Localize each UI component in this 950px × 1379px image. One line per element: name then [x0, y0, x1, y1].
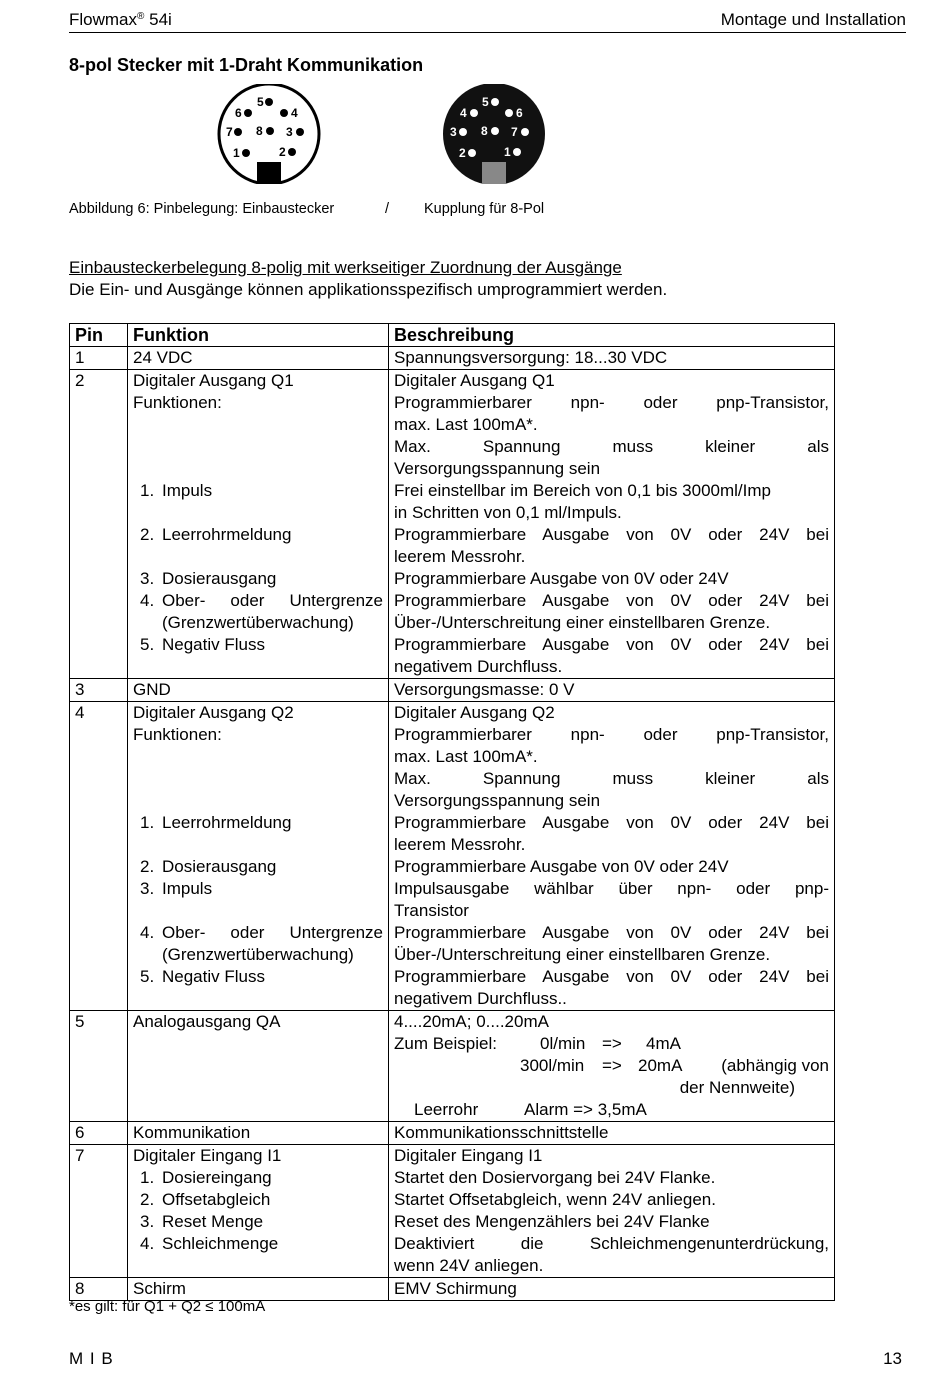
table-row: 8 Schirm EMV Schirmung [70, 1278, 835, 1301]
pin-label-b4: 3 [450, 125, 457, 139]
pin-label-b5: 8 [481, 124, 488, 138]
header-product: Flowmax® 54i [69, 10, 172, 29]
pin-label-b6: 7 [511, 125, 518, 139]
col-header-function: Funktion [128, 324, 389, 347]
pin-assignment-table [69, 323, 835, 1301]
pin-label-a6: 3 [286, 125, 293, 139]
intro-heading: Einbausteckerbelegung 8-polig mit werkseitiger Zuordnung der Ausgänge [69, 258, 622, 277]
page-number: 13 [883, 1349, 902, 1368]
header-section: Montage und Installation [720, 10, 906, 29]
intro-note: Die Ein- und Ausgänge können applikationsspezifisch umprogrammiert werden. [69, 280, 668, 299]
table-row: 2 Digitaler Ausgang Q1 Funktionen: 1. Impuls 2. Leerrohrmeldung 3. Dosierausgang 4. Ober- oder Untergrenze (Grenzwertüberwachung) 5. Negativ Fluss Digitaler Ausgang Q1 Programmierbarer npn- oder pnp-Transistor, max. Last 100mA*. Max. Spannung muss kleiner als Versorgungsspannung sein Frei einstellbar im Bereich von 0,1 bis 3000ml/Imp in Schritten von 0,1 ml/Impuls. Programmierbare Ausgabe von 0V oder 24V bei leerem Messrohr. Programmierbare Ausgabe von 0V oder 24V Programmierbare Ausgabe von 0V oder 24V bei Über-/Unterschreitung einer einstellbaren Grenze. Programmierbare Ausgabe von 0V oder 24V bei negativem Durchfluss. [70, 370, 835, 679]
pin-label-a7: 1 [233, 146, 240, 160]
table-row: 7 Digitaler Eingang I1 1. Dosiereingang 2. Offsetabgleich 3. Reset Menge 4. Schleichmenge Digitaler Eingang I1 Startet den Dosiervorgang bei 24V Flanke. Startet Offsetabgleich, wenn 24V anliegen. Reset des Mengenzählers bei 24V Flanke Deaktiviert die Schleichmengenunterdrückung, wenn 24V anliegen. [70, 1145, 835, 1278]
intro-text [69, 257, 667, 301]
pin-label-b8: 1 [504, 145, 511, 159]
table-row: 1 24 VDC Spannungsversorgung: 18...30 VDC [70, 347, 835, 370]
pin-label-a8: 2 [279, 145, 286, 159]
col-header-pin: Pin [70, 324, 128, 347]
pin-label-a1: 5 [257, 95, 264, 109]
table-row: 4 Digitaler Ausgang Q2 Funktionen: 1. Leerrohrmeldung 2. Dosierausgang 3. Impuls 4. Ober- oder Untergrenze (Grenzwertüberwachung) 5. Negativ Fluss Digitaler Ausgang Q2 Programmierbarer npn- oder pnp-Transistor, max. Last 100mA*. Max. Spannung muss kleiner als Versorgungsspannung sein Programmierbare Ausgabe von 0V oder 24V bei leerem Messrohr. Programmierbare Ausgabe von 0V oder 24V Impulsausgabe wählbar über npn- oder pnp- Transistor Programmierbare Ausgabe von 0V oder 24V bei Über-/Unterschreitung einer einstellbaren Grenze. Programmierbare Ausgabe von 0V oder 24V bei negativem Durchfluss.. [70, 702, 835, 1011]
table-header-row [70, 324, 835, 347]
pin-label-b2: 4 [460, 106, 467, 120]
pin-label-a5: 8 [256, 124, 263, 138]
footnote: *es gilt: für Q1 + Q2 ≤ 100mA [69, 1298, 266, 1315]
pin-label-a3: 4 [291, 106, 298, 120]
connector-male-diagram [214, 84, 324, 184]
pin-label-b1: 5 [482, 95, 489, 109]
table-row: 5 Analogausgang QA 4....20mA; 0....20mA Zum Beispiel: 0l/min => 4mA 300l/min => 20mA (abhängig von der Nennweite) Leerrohr Alarm => 3,5mA [70, 1011, 835, 1122]
pin-label-b3: 6 [516, 106, 523, 120]
table-row: 6 Kommunikation Kommunikationsschnittstelle [70, 1122, 835, 1145]
page-header [69, 8, 906, 33]
section-title: 8-pol Stecker mit 1-Draht Kommunikation [69, 55, 424, 75]
footer-company: M I B [69, 1349, 114, 1368]
pin-label-b7: 2 [459, 146, 466, 160]
connector-female-diagram [439, 84, 549, 184]
pin-label-a2: 6 [235, 106, 242, 120]
col-header-description: Beschreibung [389, 324, 835, 347]
pin-label-a4: 7 [226, 125, 233, 139]
table-row: 3 GND Versorgungsmasse: 0 V [70, 679, 835, 702]
